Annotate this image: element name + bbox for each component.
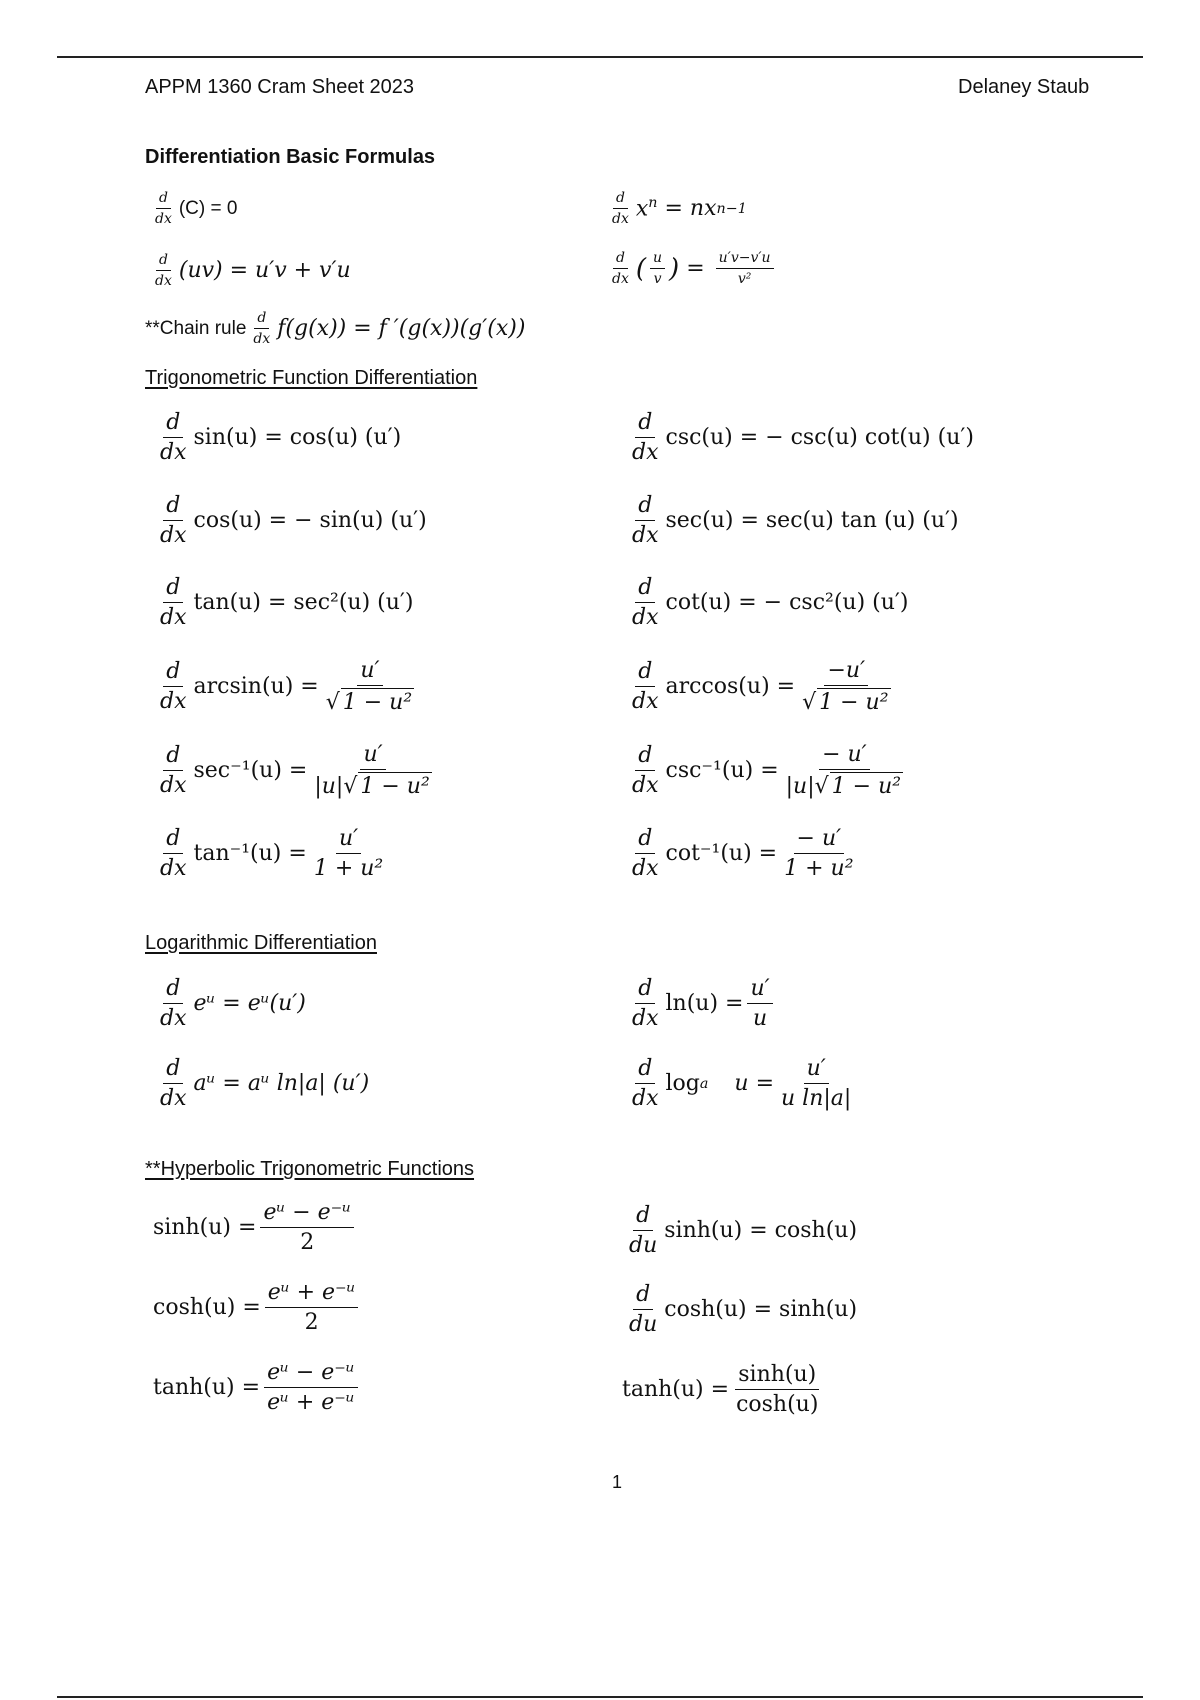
eq-d-arccot: $\frac{d}{dx}$ cot⁻¹(u) = $\frac{- u'}{\text{1 + u²}}$ [632,826,854,882]
eq-d-sin: $\frac{d}{dx}$ sin(u) = cos(u) (u′) [160,410,402,466]
eq-power: $\frac{d}{dx}$ $x^n$ = nx n−1 [612,190,747,228]
eq-constant: $\frac{d}{dx}$ (C) = 0 [155,190,238,228]
header-author: Delaney Staub [958,76,1090,98]
page-title: Differentiation Basic Formulas [145,146,436,168]
eq-d-sec: $\frac{d}{dx}$ sec(u) = sec(u) tan (u) (u′) [632,493,959,549]
page-number: 1 [612,1472,623,1492]
eq-d-ln: $\frac{d}{dx}$ ln(u) = $\frac{u'}{u}$ [625,976,777,1032]
eq-d-sinh: $\frac{d}{du}$ sinh(u) = cosh(u) [629,1203,858,1259]
bottom-rule [57,1696,1143,1698]
eq-chain-rule: **Chain rule $\frac{d}{dx}$ f(g(x)) = f ′(g(x))(g′(x)) [145,310,526,348]
eq-d-exp: $\frac{d}{dx}$ eᵘ = eᵘ(u′) [160,976,306,1032]
eq-d-tan: $\frac{d}{dx}$ tan(u) = sec²(u) (u′) [160,575,414,631]
eq-quotient: $\frac{d}{dx}$ ( $\frac{u}{v}$ ) = $\frac{u'v-v'u}{\text{v²}}$ [605,250,778,287]
eq-d-cosh: $\frac{d}{du}$ cosh(u) = sinh(u) [629,1282,858,1338]
eq-d-aexp: $\frac{d}{dx}$ aᵘ = aᵘ ln|a| (u′) [160,1056,370,1112]
eq-tanh-ratio: tanh(u) = $\frac{\sinh(u)}{\cosh(u)}$ [622,1362,819,1418]
eq-tanh-def: tanh(u) = $\frac{\text{eᵘ − e⁻ᵘ}}{\text{eᵘ + e⁻ᵘ}}$ [153,1360,362,1416]
eq-d-arcsec: $\frac{d}{dx}$ sec⁻¹(u) = u′ |u| √ 1 − u² [160,742,430,800]
eq-product: $\frac{d}{dx}$ (uv) = u′v + v′u [155,252,351,290]
top-rule [57,56,1143,58]
eq-d-arccsc: $\frac{d}{dx}$ csc⁻¹(u) = − u′ |u| √ 1 − u² [632,742,902,800]
eq-sinh-def: sinh(u) = $\frac{\text{eᵘ − e⁻ᵘ}}{2}$ [153,1200,358,1256]
eq-d-cot: $\frac{d}{dx}$ cot(u) = − csc²(u) (u′) [632,575,909,631]
eq-cosh-def: cosh(u) = $\frac{\text{eᵘ + e⁻ᵘ}}{2}$ [153,1280,362,1336]
eq-d-arcsin: $\frac{d}{dx}$ arcsin(u) = u′ √ 1 − u² [160,658,413,716]
header-title: APPM 1360 Cram Sheet 2023 [145,76,415,98]
section-log: Logarithmic Differentiation [145,932,377,954]
eq-d-csc: $\frac{d}{dx}$ csc(u) = − csc(u) cot(u) (u′) [632,410,974,466]
eq-d-arccos: $\frac{d}{dx}$ arccos(u) = −u′ √ 1 − u² [632,658,889,716]
eq-d-arctan: $\frac{d}{dx}$ tan⁻¹(u) = $\frac{u'}{\text{1 + u²}}$ [160,826,384,882]
eq-d-loga: $\frac{d}{dx}$ log a u = $\frac{u'}{\text{u ln|a|}}$ [632,1056,852,1112]
eq-d-cos: $\frac{d}{dx}$ cos(u) = − sin(u) (u′) [160,493,427,549]
section-trig: Trigonometric Function Differentiation [145,367,478,389]
section-hyperbolic: **Hyperbolic Trigonometric Functions [145,1158,475,1180]
